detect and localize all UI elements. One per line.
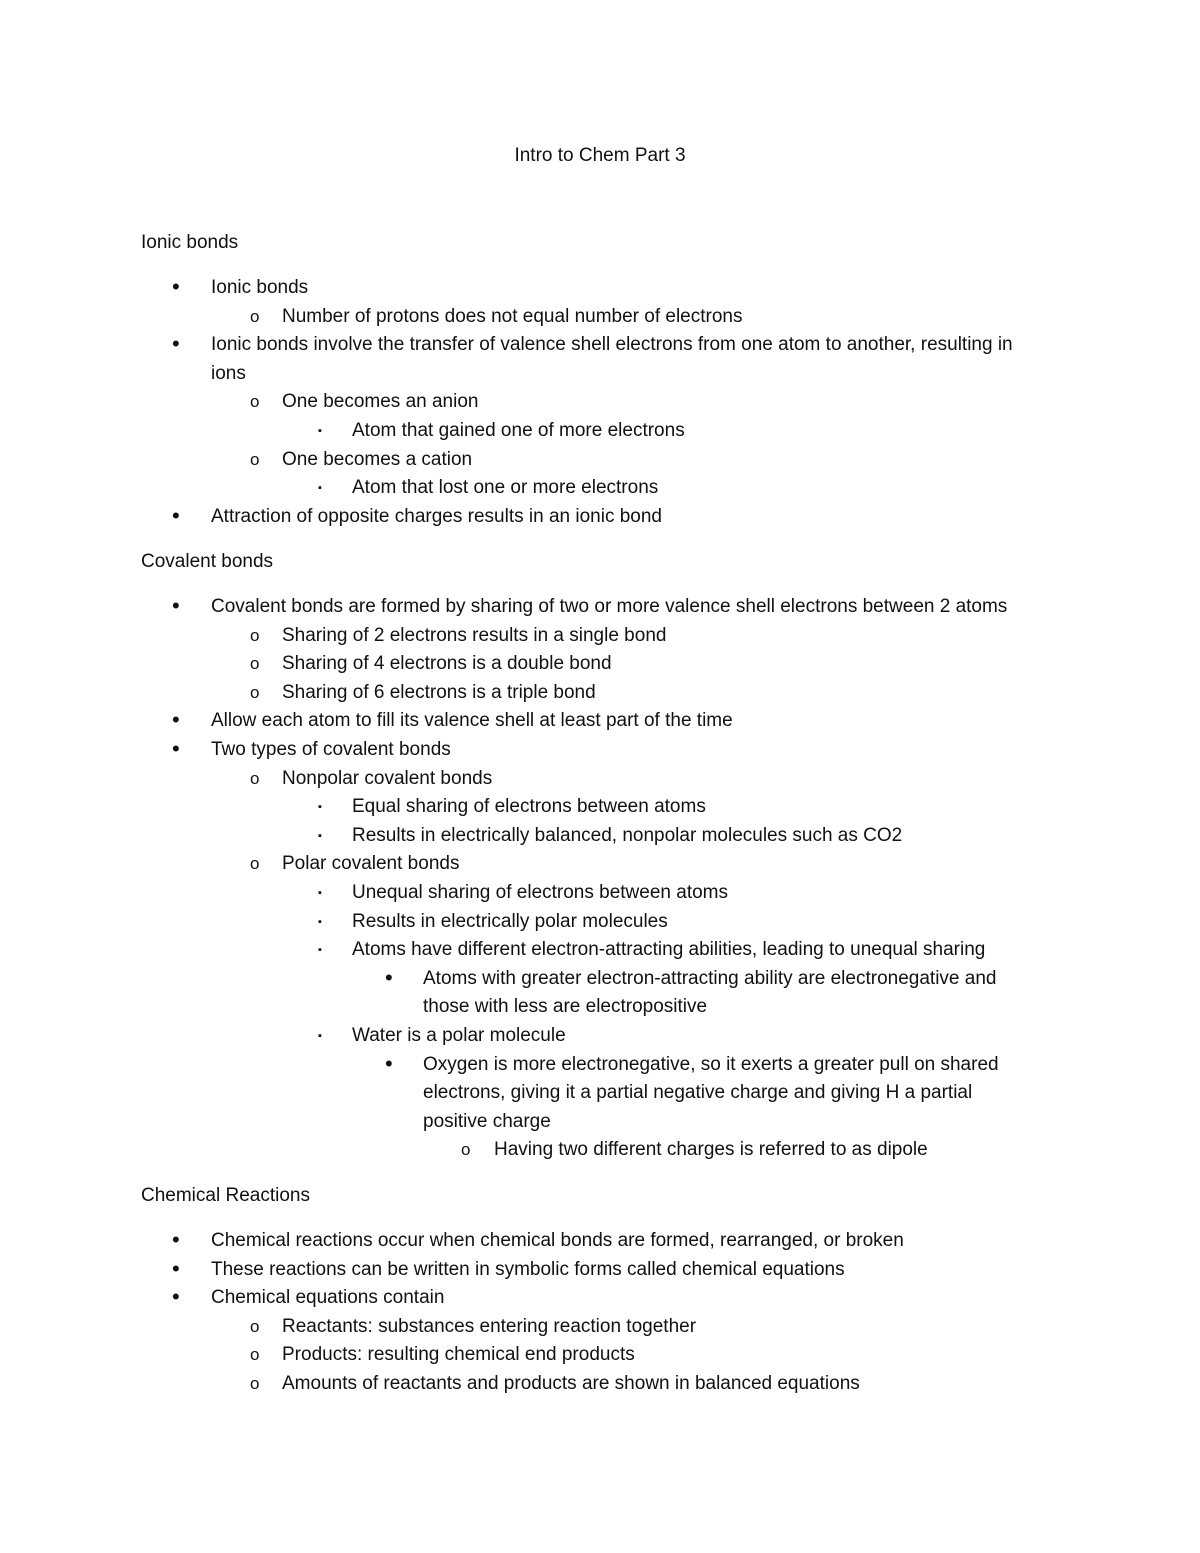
document-title: Intro to Chem Part 3 (514, 145, 686, 166)
square-bullet-icon: ▪ (318, 887, 322, 899)
square-bullet-icon: ▪ (318, 482, 322, 495)
dot-bullet-icon: • (172, 1227, 180, 1252)
list-item-text: One becomes a cation (282, 448, 473, 470)
list-item-text: Atom that lost one or more electrons (352, 477, 659, 499)
circle-bullet-icon: o (250, 1345, 260, 1365)
list-item-text: Covalent bonds are formed by sharing of two or more valence shell electrons between 2 atoms (211, 596, 1008, 617)
list-item-text: One becomes an anion (282, 391, 479, 413)
list-item-text: Chemical reactions occur when chemical bonds are formed, rearranged, or broken (211, 1230, 904, 1251)
list-item-text: Results in electrically polar molecules (352, 910, 668, 932)
circle-bullet-icon: o (250, 392, 260, 412)
section-heading: Covalent bonds (141, 551, 274, 572)
list-item-text: Water is a polar molecule (352, 1025, 566, 1046)
list-item-text: Having two different charges is referred to as dipole (494, 1139, 928, 1161)
list-item-text: ions (211, 362, 246, 384)
dot-bullet-icon: • (385, 964, 393, 990)
list-item-text: Oxygen is more electronegative, so it exerts a greater pull on shared (423, 1053, 999, 1075)
dot-bullet-icon: • (172, 1255, 180, 1281)
list-item-text: Sharing of 4 electrons is a double bond (282, 653, 612, 675)
list-item-text: Results in electrically balanced, nonpolar molecules such as CO2 (352, 824, 903, 846)
list-item-text: Sharing of 2 electrons results in a single bond (282, 624, 667, 646)
list-item-text: Unequal sharing of electrons between atoms (352, 882, 729, 903)
list-item-text: Reactants: substances entering reaction together (282, 1315, 697, 1337)
square-bullet-icon: ▪ (318, 829, 322, 842)
circle-bullet-icon: o (250, 682, 260, 702)
square-bullet-icon: ▪ (318, 944, 322, 957)
list-item-text: Nonpolar covalent bonds (282, 767, 493, 789)
section-heading: Chemical Reactions (141, 1185, 310, 1206)
list-item-text: Attraction of opposite charges results in an ionic bond (211, 505, 662, 527)
circle-bullet-icon: o (250, 1316, 260, 1336)
list-item-text: Ionic bonds (211, 277, 309, 298)
circle-bullet-icon: o (250, 449, 260, 469)
square-bullet-icon: ▪ (318, 915, 322, 928)
square-bullet-icon: ▪ (318, 425, 322, 437)
list-item-text: Polar covalent bonds (282, 853, 460, 875)
dot-bullet-icon: • (172, 502, 180, 528)
circle-bullet-icon: o (250, 306, 260, 326)
list-item-text: Number of protons does not equal number of electrons (282, 305, 743, 327)
dot-bullet-icon: • (172, 593, 180, 618)
list-item-text: Atom that gained one of more electrons (352, 420, 685, 441)
list-item-text: those with less are electropositive (423, 996, 708, 1018)
dot-bullet-icon: • (172, 1284, 180, 1310)
dot-bullet-icon: • (385, 1050, 393, 1076)
dot-bullet-icon: • (172, 274, 180, 299)
list-item-text: These reactions can be written in symbolic forms called chemical equations (211, 1258, 845, 1280)
list-item-text: Amounts of reactants and products are shown in balanced equations (282, 1373, 860, 1394)
list-item-text: Two types of covalent bonds (211, 739, 451, 760)
circle-bullet-icon: o (250, 625, 260, 645)
section-heading: Ionic bonds (141, 232, 239, 253)
list-item-text: Atoms with greater electron-attracting ability are electronegative and (423, 967, 997, 989)
list-item-text: Atoms have different electron-attracting abilities, leading to unequal sharing (352, 939, 986, 961)
circle-bullet-icon: o (250, 1374, 260, 1393)
list-item-text: Equal sharing of electrons between atoms (352, 796, 706, 818)
circle-bullet-icon: o (250, 768, 260, 788)
circle-bullet-icon: o (250, 654, 260, 674)
circle-bullet-icon: o (250, 854, 260, 874)
list-item-text: Allow each atom to fill its valence shell at least part of the time (211, 710, 733, 732)
square-bullet-icon: ▪ (318, 801, 322, 814)
list-item-text: Chemical equations contain (211, 1287, 445, 1309)
list-item-text: positive charge (423, 1110, 551, 1132)
dot-bullet-icon: • (172, 736, 180, 761)
list-item-text: Sharing of 6 electrons is a triple bond (282, 681, 596, 703)
dot-bullet-icon: • (172, 707, 180, 733)
list-item-text: Products: resulting chemical end products (282, 1344, 635, 1366)
dot-bullet-icon: • (172, 331, 180, 357)
circle-bullet-icon: o (461, 1140, 471, 1160)
list-item-text: Ionic bonds involve the transfer of valence shell electrons from one atom to another, resulting in (211, 334, 1013, 356)
square-bullet-icon: ▪ (318, 1030, 322, 1042)
list-item-text: electrons, giving it a partial negative charge and giving H a partial (423, 1082, 973, 1104)
